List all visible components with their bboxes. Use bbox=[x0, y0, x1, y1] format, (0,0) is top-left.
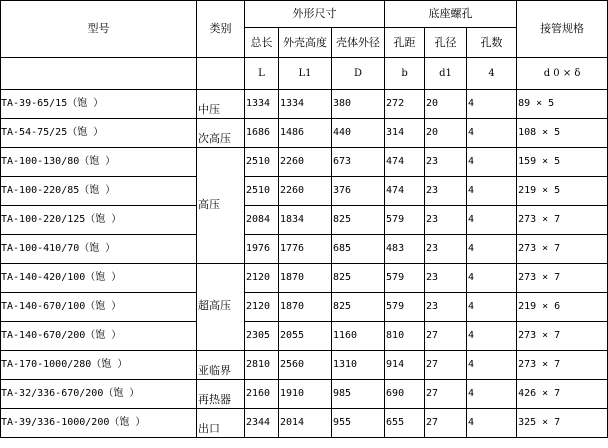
model-cell: TA-54-75/25（饱 ） bbox=[1, 119, 197, 148]
hole-diameter-cell: 27 bbox=[425, 409, 467, 438]
hole-distance-cell: 810 bbox=[385, 322, 425, 351]
table-row bbox=[1, 235, 608, 264]
length-cell: 2344 bbox=[245, 409, 279, 438]
hole-count-cell: 4 bbox=[467, 293, 517, 322]
table-row bbox=[1, 351, 608, 380]
length-cell: 2810 bbox=[245, 351, 279, 380]
height-cell: 2260 bbox=[279, 148, 332, 177]
category-cell: 亚临界 bbox=[197, 351, 245, 380]
hole-count-cell: 4 bbox=[467, 235, 517, 264]
header-shell-od: 壳体外径 bbox=[332, 28, 385, 58]
diameter-cell: 376 bbox=[332, 177, 385, 206]
hole-diameter-cell: 23 bbox=[425, 177, 467, 206]
height-cell: 2560 bbox=[279, 351, 332, 380]
hole-count-cell: 4 bbox=[467, 380, 517, 409]
model-cell: TA-140-670/100（饱 ） bbox=[1, 293, 197, 322]
hole-distance-cell: 579 bbox=[385, 264, 425, 293]
symbol-pipe: d 0 × δ bbox=[517, 58, 608, 90]
height-cell: 1910 bbox=[279, 380, 332, 409]
pipe-cell: 219 × 6 bbox=[517, 293, 608, 322]
hole-count-cell: 4 bbox=[467, 119, 517, 148]
table-row bbox=[1, 119, 608, 148]
diameter-cell: 955 bbox=[332, 409, 385, 438]
header-outer-dims: 外形尺寸 bbox=[245, 1, 385, 28]
symbol-4: 4 bbox=[467, 58, 517, 90]
height-cell: 1486 bbox=[279, 119, 332, 148]
hole-diameter-cell: 23 bbox=[425, 264, 467, 293]
height-cell: 1870 bbox=[279, 264, 332, 293]
table-row bbox=[1, 148, 608, 177]
hole-distance-cell: 272 bbox=[385, 90, 425, 119]
header-base-holes: 底座螺孔 bbox=[385, 1, 517, 28]
height-cell: 2260 bbox=[279, 177, 332, 206]
header-category: 类别 bbox=[197, 1, 245, 58]
hole-count-cell: 4 bbox=[467, 409, 517, 438]
category-cell: 次高压 bbox=[197, 119, 245, 148]
table-row bbox=[1, 380, 608, 409]
hole-count-cell: 4 bbox=[467, 322, 517, 351]
hole-count-cell: 4 bbox=[467, 90, 517, 119]
hole-diameter-cell: 23 bbox=[425, 148, 467, 177]
category-cell: 超高压 bbox=[197, 264, 245, 351]
hole-diameter-cell: 23 bbox=[425, 293, 467, 322]
header-total-length: 总长 bbox=[245, 28, 279, 58]
hole-count-cell: 4 bbox=[467, 177, 517, 206]
hole-distance-cell: 474 bbox=[385, 177, 425, 206]
header-blank bbox=[1, 58, 197, 90]
length-cell: 1334 bbox=[245, 90, 279, 119]
hole-count-cell: 4 bbox=[467, 148, 517, 177]
hole-diameter-cell: 20 bbox=[425, 90, 467, 119]
length-cell: 2120 bbox=[245, 264, 279, 293]
diameter-cell: 685 bbox=[332, 235, 385, 264]
pipe-cell: 89 × 5 bbox=[517, 90, 608, 119]
hole-distance-cell: 914 bbox=[385, 351, 425, 380]
pipe-cell: 273 × 7 bbox=[517, 351, 608, 380]
symbol-L1: L1 bbox=[279, 58, 332, 90]
diameter-cell: 825 bbox=[332, 206, 385, 235]
model-cell: TA-39/336-1000/200（饱 ） bbox=[1, 409, 197, 438]
hole-diameter-cell: 27 bbox=[425, 351, 467, 380]
height-cell: 1776 bbox=[279, 235, 332, 264]
header-pipe-spec: 接管规格 bbox=[517, 1, 608, 58]
pipe-cell: 426 × 7 bbox=[517, 380, 608, 409]
diameter-cell: 1310 bbox=[332, 351, 385, 380]
length-cell: 2160 bbox=[245, 380, 279, 409]
length-cell: 2120 bbox=[245, 293, 279, 322]
table-row bbox=[1, 177, 608, 206]
model-cell: TA-100-410/70（饱 ） bbox=[1, 235, 197, 264]
pipe-cell: 273 × 7 bbox=[517, 235, 608, 264]
hole-diameter-cell: 27 bbox=[425, 380, 467, 409]
height-cell: 1334 bbox=[279, 90, 332, 119]
model-cell: TA-100-220/85（饱 ） bbox=[1, 177, 197, 206]
category-cell: 中压 bbox=[197, 90, 245, 119]
hole-diameter-cell: 27 bbox=[425, 322, 467, 351]
category-cell: 高压 bbox=[197, 148, 245, 264]
symbol-L: L bbox=[245, 58, 279, 90]
hole-distance-cell: 314 bbox=[385, 119, 425, 148]
hole-distance-cell: 474 bbox=[385, 148, 425, 177]
model-cell: TA-140-420/100（饱 ） bbox=[1, 264, 197, 293]
model-cell: TA-170-1000/280（饱 ） bbox=[1, 351, 197, 380]
header-model: 型号 bbox=[1, 1, 197, 58]
diameter-cell: 825 bbox=[332, 264, 385, 293]
model-cell: TA-100-220/125（饱 ） bbox=[1, 206, 197, 235]
header-hole-diameter: 孔径 bbox=[425, 28, 467, 58]
diameter-cell: 673 bbox=[332, 148, 385, 177]
length-cell: 1686 bbox=[245, 119, 279, 148]
table-row bbox=[1, 264, 608, 293]
model-cell: TA-140-670/200（饱 ） bbox=[1, 322, 197, 351]
pipe-cell: 325 × 7 bbox=[517, 409, 608, 438]
hole-distance-cell: 655 bbox=[385, 409, 425, 438]
pipe-cell: 273 × 7 bbox=[517, 264, 608, 293]
length-cell: 2510 bbox=[245, 148, 279, 177]
hole-count-cell: 4 bbox=[467, 351, 517, 380]
hole-diameter-cell: 23 bbox=[425, 235, 467, 264]
height-cell: 2055 bbox=[279, 322, 332, 351]
table-row bbox=[1, 322, 608, 351]
table-row bbox=[1, 90, 608, 119]
table-row bbox=[1, 206, 608, 235]
hole-distance-cell: 483 bbox=[385, 235, 425, 264]
symbol-b: b bbox=[385, 58, 425, 90]
hole-distance-cell: 690 bbox=[385, 380, 425, 409]
pipe-cell: 273 × 7 bbox=[517, 322, 608, 351]
length-cell: 2305 bbox=[245, 322, 279, 351]
pipe-cell: 159 × 5 bbox=[517, 148, 608, 177]
table-row bbox=[1, 409, 608, 438]
diameter-cell: 825 bbox=[332, 293, 385, 322]
model-cell: TA-100-130/80（饱 ） bbox=[1, 148, 197, 177]
category-cell: 出口 bbox=[197, 409, 245, 438]
symbol-d1: d1 bbox=[425, 58, 467, 90]
header-shell-height: 外壳高度 bbox=[279, 28, 332, 58]
length-cell: 2510 bbox=[245, 177, 279, 206]
hole-distance-cell: 579 bbox=[385, 293, 425, 322]
pipe-cell: 219 × 5 bbox=[517, 177, 608, 206]
table-row bbox=[1, 293, 608, 322]
height-cell: 1834 bbox=[279, 206, 332, 235]
model-cell: TA-32/336-670/200（饱 ） bbox=[1, 380, 197, 409]
diameter-cell: 380 bbox=[332, 90, 385, 119]
hole-count-cell: 4 bbox=[467, 206, 517, 235]
hole-diameter-cell: 20 bbox=[425, 119, 467, 148]
model-cell: TA-39-65/15（饱 ） bbox=[1, 90, 197, 119]
header-hole-distance: 孔距 bbox=[385, 28, 425, 58]
diameter-cell: 440 bbox=[332, 119, 385, 148]
length-cell: 1976 bbox=[245, 235, 279, 264]
height-cell: 2014 bbox=[279, 409, 332, 438]
header-blank bbox=[197, 58, 245, 90]
diameter-cell: 985 bbox=[332, 380, 385, 409]
pipe-cell: 108 × 5 bbox=[517, 119, 608, 148]
category-cell: 再热器 bbox=[197, 380, 245, 409]
diameter-cell: 1160 bbox=[332, 322, 385, 351]
header-hole-count: 孔数 bbox=[467, 28, 517, 58]
height-cell: 1870 bbox=[279, 293, 332, 322]
pipe-cell: 273 × 7 bbox=[517, 206, 608, 235]
symbol-D: D bbox=[332, 58, 385, 90]
hole-diameter-cell: 23 bbox=[425, 206, 467, 235]
length-cell: 2084 bbox=[245, 206, 279, 235]
hole-distance-cell: 579 bbox=[385, 206, 425, 235]
hole-count-cell: 4 bbox=[467, 264, 517, 293]
